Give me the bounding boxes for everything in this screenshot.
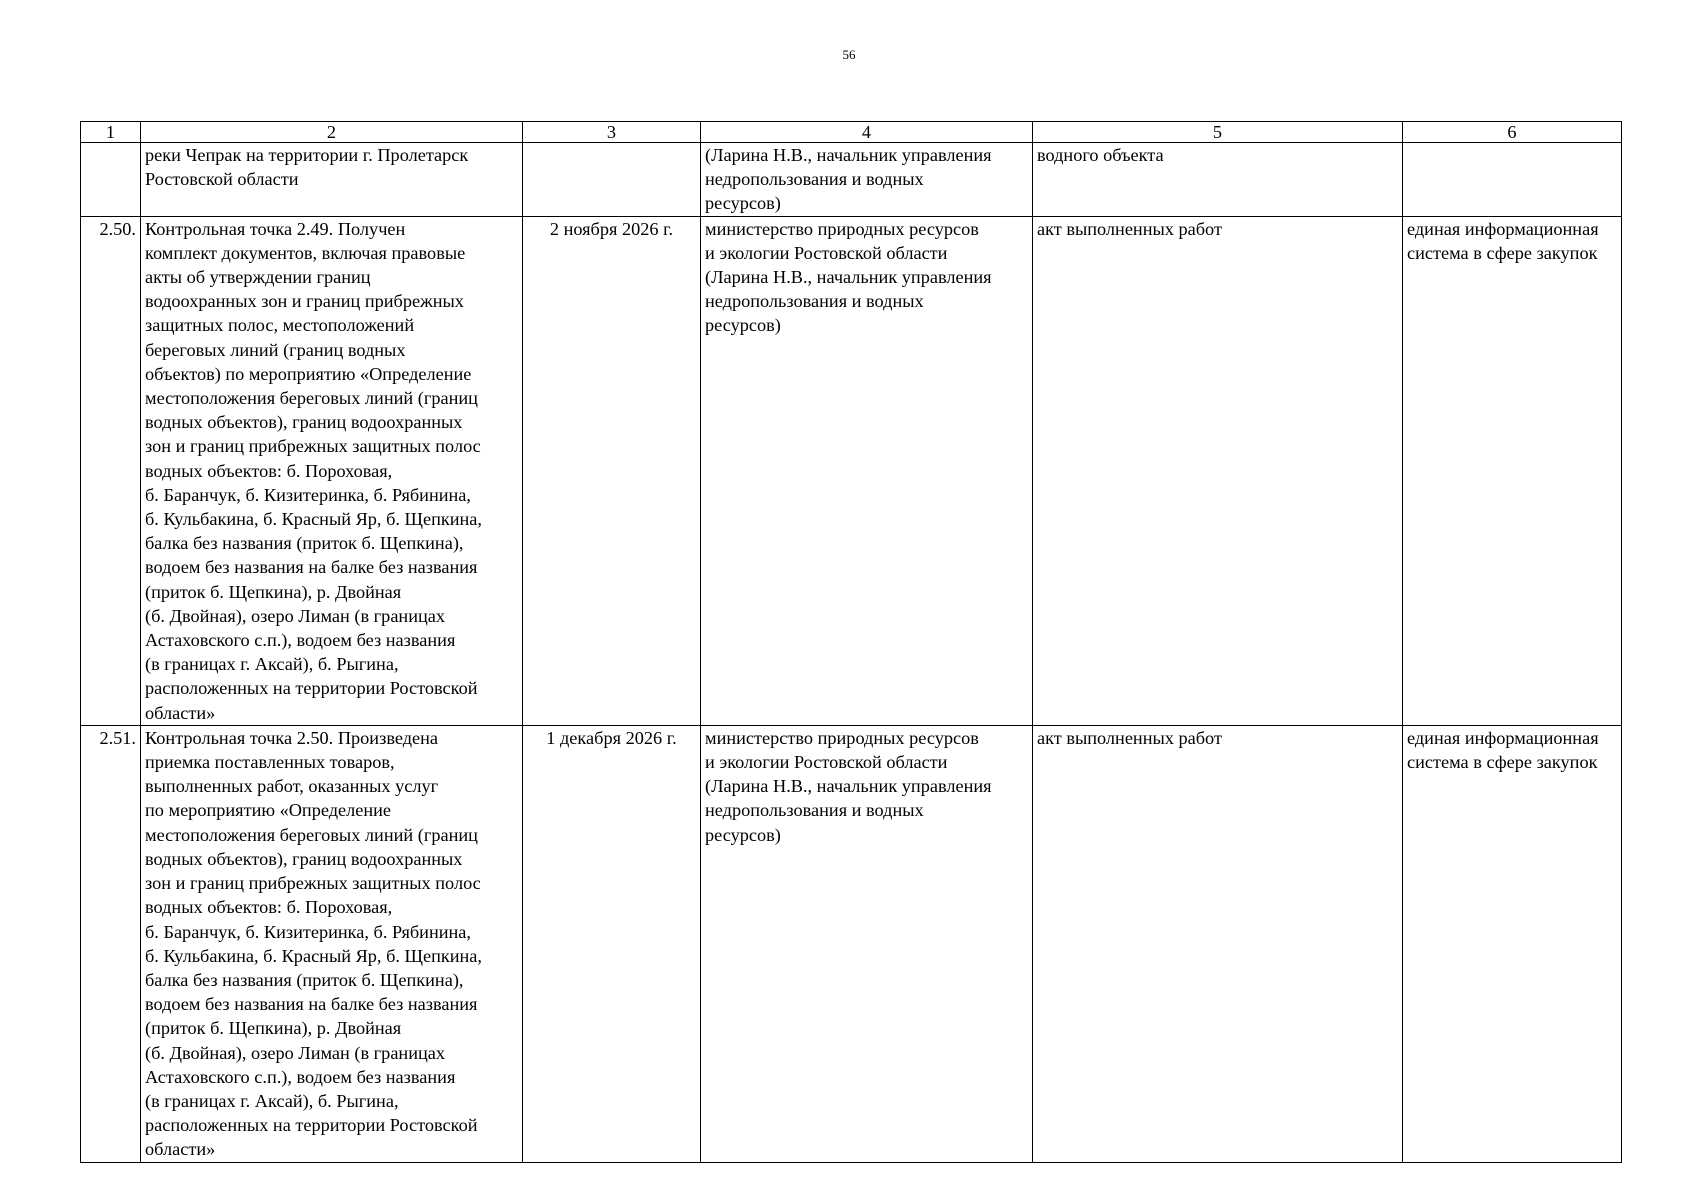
row-date: 2 ноября 2026 г. <box>523 216 701 725</box>
row-document: акт выполненных работ <box>1033 216 1403 725</box>
row-system: единая информационная система в сфере закупок <box>1403 725 1622 1162</box>
column-header: 3 <box>523 122 701 143</box>
row-number: 2.50. <box>81 216 141 725</box>
column-header: 1 <box>81 122 141 143</box>
row-number <box>81 143 141 217</box>
table-row <box>81 143 1622 217</box>
header-row <box>81 122 1622 143</box>
page-number: 56 <box>842 47 856 62</box>
row-responsible: министерство природных ресурсов и экологии Ростовской области (Ларина Н.В., начальник управления недропользования и водных ресурсов) <box>701 216 1033 725</box>
row-document: акт выполненных работ <box>1033 725 1403 1162</box>
row-responsible: (Ларина Н.В., начальник управления недропользования и водных ресурсов) <box>701 143 1033 217</box>
row-description: Контрольная точка 2.49. Получен комплект документов, включая правовые акты об утверждении границ водоохранных зон и границ прибрежных защитных полос, местоположений береговых линий (границ водных объектов) по мероприятию «Определение местоположения береговых линий (границ водных объектов), границ водоохранных зон и границ прибрежных защитных полос водных объектов: б. Пороховая, б. Баранчук, б. Кизитеринка, б. Рябинина, б. Кульбакина, б. Красный Яр, б. Щепкина, балка без названия (приток б. Щепкина), водоем без названия на балке без названия (приток б. Щепкина), р. Двойная (б. Двойная), озеро Лиман (в границах Астаховского с.п.), водоем без названия (в границах г. Аксай), б. Рыгина, расположенных на территории Ростовской области» <box>141 216 523 725</box>
row-system <box>1403 143 1622 217</box>
plan-table <box>80 121 1622 1163</box>
row-responsible: министерство природных ресурсов и экологии Ростовской области (Ларина Н.В., начальник управления недропользования и водных ресурсов) <box>701 725 1033 1162</box>
row-description: реки Чепрак на территории г. Пролетарск Ростовской области <box>141 143 523 217</box>
row-number: 2.51. <box>81 725 141 1162</box>
row-document: водного объекта <box>1033 143 1403 217</box>
row-description: Контрольная точка 2.50. Произведена приемка поставленных товаров, выполненных работ, оказанных услуг по мероприятию «Определение местоположения береговых линий (границ водных объектов), границ водоохранных зон и границ прибрежных защитных полос водных объектов: б. Пороховая, б. Баранчук, б. Кизитеринка, б. Рябинина, б. Кульбакина, б. Красный Яр, б. Щепкина, балка без названия (приток б. Щепкина), водоем без названия на балке без названия (приток б. Щепкина), р. Двойная (б. Двойная), озеро Лиман (в границах Астаховского с.п.), водоем без названия (в границах г. Аксай), б. Рыгина, расположенных на территории Ростовской области» <box>141 725 523 1162</box>
table-row <box>81 725 1622 1162</box>
column-header: 4 <box>701 122 1033 143</box>
row-system: единая информационная система в сфере закупок <box>1403 216 1622 725</box>
column-header: 2 <box>141 122 523 143</box>
table-row <box>81 216 1622 725</box>
row-date <box>523 143 701 217</box>
column-header: 5 <box>1033 122 1403 143</box>
row-date: 1 декабря 2026 г. <box>523 725 701 1162</box>
column-header: 6 <box>1403 122 1622 143</box>
